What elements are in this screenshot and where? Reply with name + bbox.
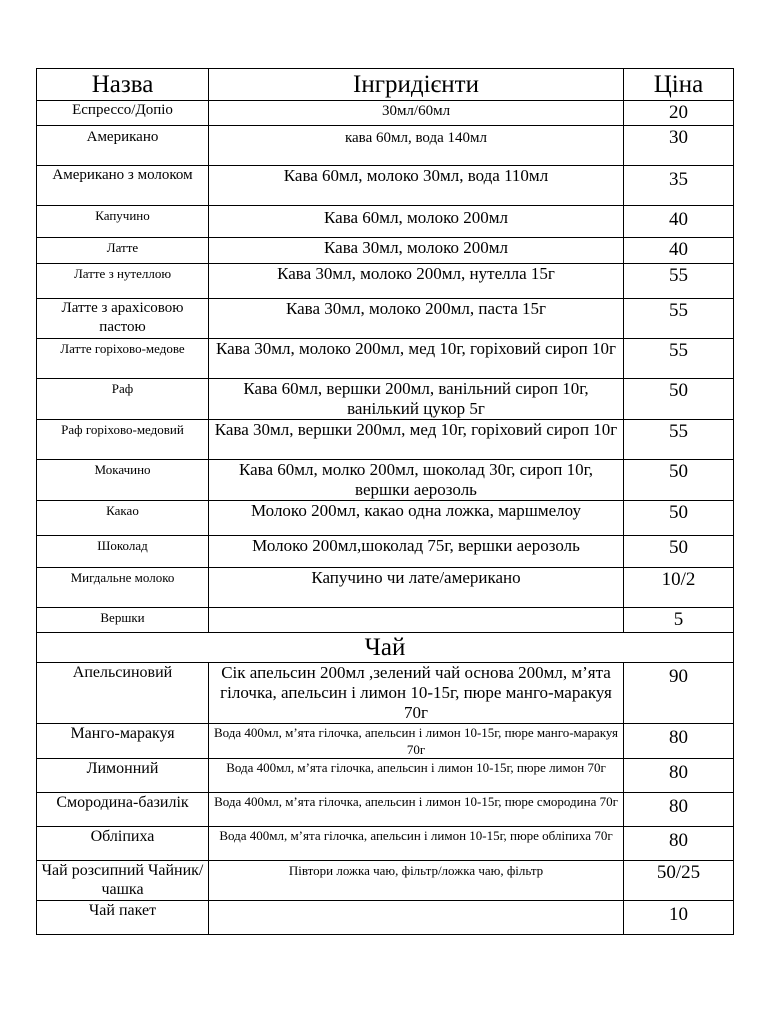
item-price: 40	[624, 206, 734, 238]
item-price: 55	[624, 339, 734, 379]
item-price: 55	[624, 299, 734, 339]
item-name: Шоколад	[37, 536, 209, 568]
table-row	[37, 339, 734, 379]
item-name: Манго-маракуя	[37, 724, 209, 759]
item-ingredients: кава 60мл, вода 140мл	[209, 126, 624, 166]
item-name: Чай розсипний Чайник/чашка	[37, 861, 209, 901]
table-row	[37, 101, 734, 126]
item-price: 30	[624, 126, 734, 166]
item-ingredients: 30мл/60мл	[209, 101, 624, 126]
table-row	[37, 126, 734, 166]
table-row	[37, 206, 734, 238]
item-price: 10	[624, 901, 734, 935]
section-row	[37, 633, 734, 663]
table-row	[37, 166, 734, 206]
table-row	[37, 793, 734, 827]
item-name: Лимонний	[37, 759, 209, 793]
item-ingredients: Вода 400мл, м’ята гілочка, апельсин і лимон 10-15г, пюре лимон 70г	[209, 759, 624, 793]
header-price: Ціна	[624, 69, 734, 101]
item-price: 5	[624, 608, 734, 633]
item-name: Мокачино	[37, 460, 209, 501]
item-ingredients: Кава 30мл, вершки 200мл, мед 10г, горіховий сироп 10г	[209, 420, 624, 460]
item-ingredients: Молоко 200мл,шоколад 75г, вершки аерозоль	[209, 536, 624, 568]
table-row	[37, 827, 734, 861]
item-name: Раф горіхово-медовий	[37, 420, 209, 460]
table-row	[37, 663, 734, 724]
item-price: 50/25	[624, 861, 734, 901]
item-ingredients: Вода 400мл, м’ята гілочка, апельсин і лимон 10-15г, пюре манго-маракуя 70г	[209, 724, 624, 759]
item-ingredients: Капучино чи лате/американо	[209, 568, 624, 608]
item-price: 80	[624, 724, 734, 759]
item-name: Латте з арахісовою пастою	[37, 299, 209, 339]
table-row	[37, 299, 734, 339]
item-name: Обліпиха	[37, 827, 209, 861]
item-name: Мигдальне молоко	[37, 568, 209, 608]
item-name: Апельсиновий	[37, 663, 209, 724]
table-row	[37, 568, 734, 608]
item-name: Смородина-базилік	[37, 793, 209, 827]
table-row	[37, 264, 734, 299]
table-row	[37, 420, 734, 460]
item-ingredients: Кава 60мл, молко 200мл, шоколад 30г, сироп 10г, вершки аерозоль	[209, 460, 624, 501]
item-ingredients: Кава 30мл, молоко 200мл, паста 15г	[209, 299, 624, 339]
table-row	[37, 724, 734, 759]
table-row	[37, 901, 734, 935]
item-price: 40	[624, 238, 734, 264]
table-row	[37, 238, 734, 264]
item-ingredients: Кава 60мл, молоко 200мл	[209, 206, 624, 238]
item-price: 50	[624, 379, 734, 420]
header-row	[37, 69, 734, 101]
item-ingredients: Кава 60мл, молоко 30мл, вода 110мл	[209, 166, 624, 206]
item-ingredients: Молоко 200мл, какао одна ложка, маршмелоу	[209, 501, 624, 536]
menu-table	[36, 68, 734, 935]
table-row	[37, 460, 734, 501]
item-ingredients: Кава 30мл, молоко 200мл, нутелла 15г	[209, 264, 624, 299]
item-price: 55	[624, 420, 734, 460]
item-price: 55	[624, 264, 734, 299]
item-name: Американо з молоком	[37, 166, 209, 206]
item-name: Раф	[37, 379, 209, 420]
item-name: Американо	[37, 126, 209, 166]
item-name: Вершки	[37, 608, 209, 633]
item-ingredients: Півтори ложка чаю, фільтр/ложка чаю, фільтр	[209, 861, 624, 901]
item-ingredients: Кава 30мл, молоко 200мл	[209, 238, 624, 264]
table-row	[37, 536, 734, 568]
table-row	[37, 501, 734, 536]
item-name: Какао	[37, 501, 209, 536]
item-price: 80	[624, 827, 734, 861]
item-price: 90	[624, 663, 734, 724]
item-name: Еспрессо/Допіо	[37, 101, 209, 126]
item-price: 35	[624, 166, 734, 206]
item-price: 80	[624, 793, 734, 827]
item-ingredients	[209, 901, 624, 935]
item-ingredients	[209, 608, 624, 633]
item-price: 50	[624, 536, 734, 568]
table-row	[37, 861, 734, 901]
item-price: 10/2	[624, 568, 734, 608]
item-ingredients: Вода 400мл, м’ята гілочка, апельсин і лимон 10-15г, пюре смородина 70г	[209, 793, 624, 827]
item-price: 80	[624, 759, 734, 793]
item-name: Капучино	[37, 206, 209, 238]
item-name: Латте	[37, 238, 209, 264]
item-price: 50	[624, 460, 734, 501]
header-name: Назва	[37, 69, 209, 101]
table-row	[37, 379, 734, 420]
item-name: Латте горіхово-медове	[37, 339, 209, 379]
table-row	[37, 759, 734, 793]
item-price: 20	[624, 101, 734, 126]
item-name: Латте з нутеллою	[37, 264, 209, 299]
item-price: 50	[624, 501, 734, 536]
item-ingredients: Сік апельсин 200мл ,зелений чай основа 200мл, м’ята гілочка, апельсин і лимон 10-15г, пюре манго-маракуя 70г	[209, 663, 624, 724]
header-ingredients: Інгридієнти	[209, 69, 624, 101]
item-ingredients: Кава 60мл, вершки 200мл, ванільний сироп 10г, ванілький цукор 5г	[209, 379, 624, 420]
item-name: Чай пакет	[37, 901, 209, 935]
item-ingredients: Кава 30мл, молоко 200мл, мед 10г, горіховий сироп 10г	[209, 339, 624, 379]
table-row	[37, 608, 734, 633]
section-title-tea: Чай	[37, 633, 734, 663]
item-ingredients: Вода 400мл, м’ята гілочка, апельсин і лимон 10-15г, пюре обліпиха 70г	[209, 827, 624, 861]
